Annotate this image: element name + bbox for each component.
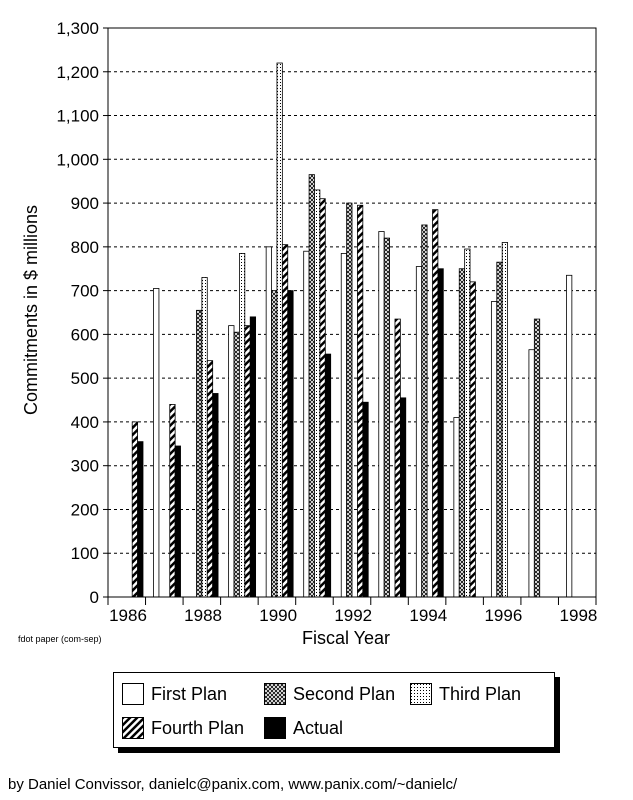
x-tick-label: 1986 bbox=[109, 606, 147, 625]
bar-second-plan bbox=[534, 319, 539, 597]
legend-item-third-plan bbox=[410, 683, 521, 705]
y-tick-label: 600 bbox=[70, 325, 99, 345]
y-tick-label: 100 bbox=[70, 544, 99, 564]
bar-third-plan bbox=[202, 277, 207, 597]
bar-first-plan bbox=[341, 253, 346, 597]
bar-actual bbox=[250, 317, 255, 597]
bar-first-plan bbox=[454, 418, 459, 597]
legend bbox=[113, 672, 555, 748]
y-tick-label: 1,100 bbox=[56, 106, 99, 126]
bar-first-plan bbox=[529, 350, 534, 597]
y-tick-label: 900 bbox=[70, 194, 99, 214]
bar-second-plan bbox=[422, 225, 427, 597]
legend-label: Third Plan bbox=[439, 683, 522, 704]
bar-fourth-plan bbox=[132, 422, 137, 597]
x-tick-label: 1992 bbox=[334, 606, 373, 625]
bar-third-plan bbox=[502, 242, 507, 597]
legend-label: Actual bbox=[293, 717, 344, 738]
legend-swatch-actual bbox=[264, 717, 286, 739]
x-tick-label: 1998 bbox=[559, 606, 598, 625]
x-tick-label: 1990 bbox=[259, 606, 298, 625]
bars bbox=[132, 63, 572, 597]
bar-first-plan bbox=[304, 251, 309, 597]
legend-label: First Plan bbox=[151, 683, 228, 704]
bar-actual bbox=[325, 354, 330, 597]
x-tick-label: 1994 bbox=[409, 606, 448, 625]
legend-swatch-fourth bbox=[122, 717, 144, 739]
bar-fourth-plan bbox=[395, 319, 400, 597]
y-tick-label: 200 bbox=[70, 500, 99, 520]
bar-first-plan bbox=[266, 247, 271, 597]
bar-third-plan bbox=[314, 190, 319, 597]
bar-fourth-plan bbox=[470, 282, 475, 597]
bar-second-plan bbox=[347, 203, 352, 597]
bar-first-plan bbox=[229, 326, 234, 597]
bar-first-plan bbox=[566, 275, 571, 597]
bar-third-plan bbox=[465, 249, 470, 597]
bar-fourth-plan bbox=[433, 210, 438, 597]
legend-label: Second Plan bbox=[293, 683, 396, 704]
x-tick-label: 1996 bbox=[484, 606, 523, 625]
y-tick-label: 1,000 bbox=[56, 150, 99, 170]
source-note: fdot paper (com-sep) bbox=[18, 634, 102, 644]
x-tick-label: 1988 bbox=[184, 606, 222, 625]
bar-actual bbox=[363, 402, 368, 597]
bar-first-plan bbox=[379, 232, 384, 597]
legend-item-actual bbox=[264, 717, 343, 739]
bar-fourth-plan bbox=[207, 361, 212, 597]
bar-second-plan bbox=[309, 175, 314, 597]
legend-item-fourth-plan bbox=[122, 717, 244, 739]
bar-actual bbox=[138, 442, 143, 597]
y-tick-label: 800 bbox=[70, 237, 99, 257]
y-tick-label: 1,200 bbox=[56, 62, 99, 82]
legend-label: Fourth Plan bbox=[151, 717, 245, 738]
legend-item-first-plan bbox=[122, 683, 227, 705]
bar-actual bbox=[400, 398, 405, 597]
y-tick-label: 0 bbox=[89, 588, 99, 607]
y-tick-label: 500 bbox=[70, 369, 99, 389]
y-tick-label: 400 bbox=[70, 412, 99, 432]
legend-swatch-third bbox=[410, 683, 432, 705]
y-axis-label: Commitments in $ millions bbox=[21, 204, 41, 416]
bar-second-plan bbox=[384, 238, 389, 597]
bar-second-plan bbox=[497, 262, 502, 597]
y-tick-label: 700 bbox=[70, 281, 99, 301]
bar-second-plan bbox=[272, 291, 277, 597]
bar-fourth-plan bbox=[245, 326, 250, 597]
bar-first-plan bbox=[416, 267, 421, 597]
y-tick-label: 300 bbox=[70, 456, 99, 476]
bar-actual bbox=[438, 269, 443, 597]
bar-actual bbox=[213, 393, 218, 597]
bar-third-plan bbox=[239, 253, 244, 597]
bar-fourth-plan bbox=[282, 245, 287, 597]
bar-first-plan bbox=[491, 302, 496, 597]
credit-line: by Daniel Convissor, danielc@panix.com, www.panix.com/~danielc/ bbox=[8, 776, 458, 793]
bar-fourth-plan bbox=[357, 205, 362, 597]
legend-swatch-first bbox=[122, 683, 144, 705]
bar-actual bbox=[175, 446, 180, 597]
bar-fourth-plan bbox=[320, 199, 325, 597]
bar-first-plan bbox=[154, 288, 159, 597]
bar-second-plan bbox=[459, 269, 464, 597]
legend-swatch-second bbox=[264, 683, 286, 705]
bar-second-plan bbox=[196, 310, 201, 597]
y-tick-label: 1,300 bbox=[56, 19, 99, 38]
bar-third-plan bbox=[277, 63, 282, 597]
x-axis-label: Fiscal Year bbox=[301, 628, 391, 648]
legend-item-second-plan bbox=[264, 683, 395, 705]
bar-actual bbox=[288, 291, 293, 597]
bar-fourth-plan bbox=[170, 404, 175, 597]
bar-second-plan bbox=[234, 332, 239, 597]
